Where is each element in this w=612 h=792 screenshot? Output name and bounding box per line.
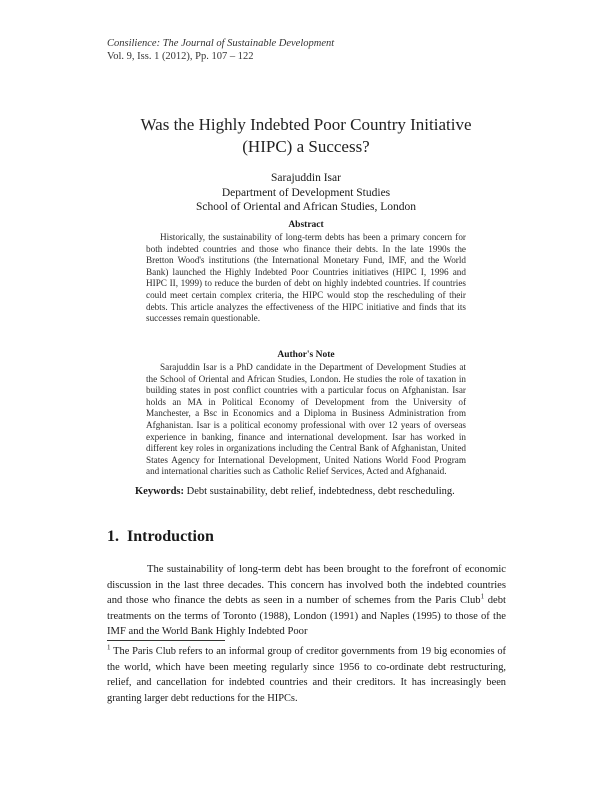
footnote-text: The Paris Club refers to an informal group of creditor governments from 19 big economies of the world, which have been meeting regularly since 1956 to co-ordinate debt restructuring, relief, and cancellation for indebted countries and their creditors. It has increasingly been granting larger debt reductions for the HIPCs.	[107, 646, 506, 704]
title-line-1: Was the Highly Indebted Poor Country Initiative	[140, 115, 472, 134]
abstract-text: Historically, the sustainability of long-term debts has been a primary concern for both indebted countries and those who finance their debts. In the late 1990s the Bretton Wood's institutions (the International Monetary Fund, IMF, and the World Bank) launched the Highly Indebted Poor Countries initiatives (HIPC I, 1996 and HIPC II, 1999) to reduce the burden of debt on highly indebted countries. If countries could meet certain complex criteria, the HIPC would stop the rescheduling of their debts. This article analyzes the effectiveness of the HIPC initiative and finds that its successes remain questionable.	[146, 232, 466, 324]
author-note-heading: Author's Note	[277, 350, 335, 360]
abstract-heading: Abstract	[288, 220, 324, 230]
author-school: School of Oriental and African Studies, London	[195, 201, 417, 213]
introduction-paragraph	[107, 562, 506, 640]
author-note-text: Sarajuddin Isar is a PhD candidate in the Department of Development Studies at the School of Oriental and African Studies, London. He studies the role of taxation in building states in post conflict countries with a particular focus on Afghanistan. Isar holds an MA in Political Economy of Development from the University of Manchester, a Bsc in Economics and a Diploma in Business Administration from Afghanistan. Isar is a political economy professional with over 12 years of overseas experience in banking, finance and international development. Isar has worked in different key roles in organizations including the Central Bank of Afghanistan, United States Agency for International Development, United Nations World Food Program and international charities such as Catholic Relief Services, Acted and Afghanaid.	[146, 362, 466, 477]
intro-text-part-2: debt treatments on the terms of Toronto (1988), London (1991) and Naples (1995) to those of the IMF and the World Bank Highly Indebted Poor	[107, 595, 506, 638]
author-name: Sarajuddin Isar	[271, 172, 341, 184]
section-heading-introduction	[107, 528, 222, 546]
keywords	[135, 485, 487, 499]
section-number: 1.	[107, 528, 119, 545]
author-block	[100, 171, 512, 215]
footnote-reference[interactable]: 1	[480, 592, 485, 601]
keywords-label: Keywords:	[135, 486, 184, 497]
footnote-divider	[107, 640, 225, 641]
paper-title	[100, 114, 512, 158]
journal-volume: Vol. 9, Iss. 1 (2012), Pp. 107 – 122	[107, 51, 254, 62]
intro-text-part-1: The sustainability of long-term debt has been brought to the forefront of economic discussion in the last three decades. This concern has involved both the indebted countries and those who finance the debts as seen in a number of schemes from the Paris Club	[107, 564, 506, 607]
footnote-marker: 1	[107, 643, 111, 652]
title-line-2: (HIPC) a Success?	[242, 137, 370, 156]
author-department: Department of Development Studies	[221, 186, 391, 199]
keywords-text: Debt sustainability, debt relief, indebtedness, debt rescheduling.	[186, 486, 455, 497]
section-title: Introduction	[127, 528, 214, 545]
journal-name: Consilience: The Journal of Sustainable Development	[107, 38, 335, 49]
journal-header	[107, 37, 334, 63]
footnote	[107, 644, 506, 706]
